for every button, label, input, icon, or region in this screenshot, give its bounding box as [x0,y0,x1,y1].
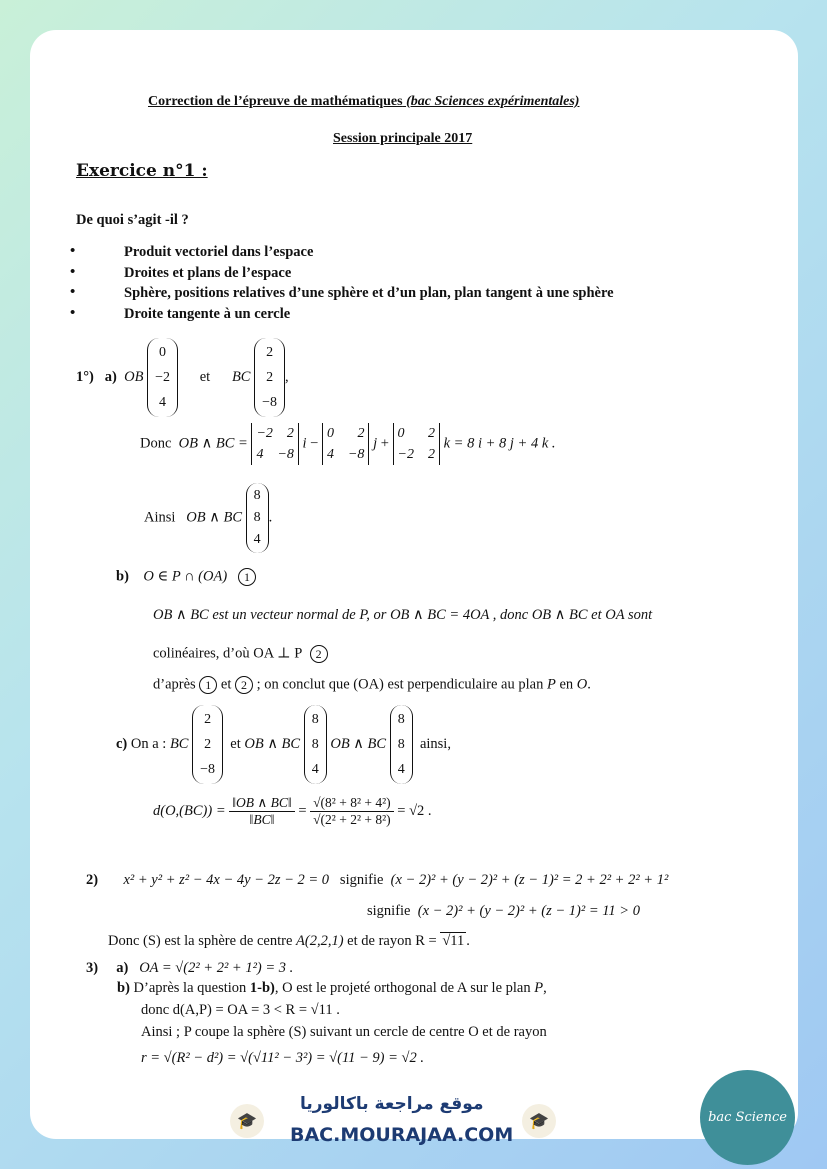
distance-formula: d(O,(BC)) = $\frac{‖OB \wedge BC‖}{‖BC‖}$ = $\frac{\text{√(8² + 8² + 4²)}}{\text{√(2² + 2² + 8²)}}$ = √2 . [153,795,432,827]
topic-list [70,244,614,327]
q1b-line2: colinéaires, d’où OA ⊥ P 2 [153,645,328,663]
determinant-1: −2 2 4 −8 [251,423,298,465]
determinant-2: 0 2 4 −8 [322,423,369,465]
list-item: • Droite tangente à un cercle [70,306,614,327]
determinant-3: 0 2 −2 2 [393,423,440,465]
list-item: • Sphère, positions relatives d’une sphère et d’un plan, plan tangent à une sphère [70,285,614,306]
list-item: • Produit vectoriel dans l’espace [70,244,614,265]
list-item: • Droites et plans de l’espace [70,265,614,286]
session-label: Session principale 2017 [333,131,473,146]
marker-2: 2 [235,676,253,694]
q3b-line4: r = √(R² − d²) = √(√11² − 3²) = √(11 − 9) = √2 . [141,1050,424,1066]
marker-1: 1 [238,568,256,586]
q1a-vectors: 1°) a) OB 0 −2 4 et BC 2 2 −8 , [76,338,289,417]
q3b-line2: donc d(A,P) = OA = 3 < R = √11 . [141,1002,340,1018]
q2-equation-2: signifie (x − 2)² + (y − 2)² + (z − 1)² = 11 > 0 [367,903,640,919]
vector-bc: 2 2 −8 [254,338,285,417]
q1b-line3: d’après 1 et 2 ; on conclut que (OA) est perpendiculaire au plan P en O. [153,676,591,693]
q1b-statement: b) O ∈ P ∩ (OA) 1 [116,568,256,586]
q1b-line1: OB ∧ BC est un vecteur normal de P, or OB ∧ BC = 4OA , donc OB ∧ BC et OA sont [153,607,653,623]
intro-question: De quoi s’agit -il ? [76,212,189,228]
vector-cross: 8 8 4 [304,705,327,784]
vector-bc: 2 2 −8 [192,705,223,784]
marker-1: 1 [199,676,217,694]
marker-2: 2 [310,645,328,663]
q2-conclusion: Donc (S) est la sphère de centre A(2,2,1) et de rayon R = √11 . [108,933,470,949]
exercise-heading: Exercice n°1 : [76,161,208,181]
q3b-line3: Ainsi ; P coupe la sphère (S) suivant un cercle de centre O et de rayon [141,1024,547,1040]
bac-science-stamp: bac Science [700,1070,795,1165]
cross-product-line: Donc OB ∧ BC = −2 2 4 −8 i − 0 2 4 −8 j + 0 2 −2 2 k = 8 i + 8 j + 4 k . [140,423,556,465]
vector-cross: 8 8 4 [246,483,269,553]
document-title: Correction de l’épreuve de mathématiques (bac Sciences expérimentales) [148,94,580,109]
q2-equation: 2) x² + y² + z² − 4x − 4y − 2z − 2 = 0 signifie (x − 2)² + (y − 2)² + (z − 1)² = 2 + 2² + 2² + 1² [86,872,669,888]
logo-badge-right: 🎓 [522,1104,556,1138]
q1c-vectors: c) On a : BC 2 2 −8 et OB ∧ BC 8 8 4 OB ∧ BC 8 8 4 ainsi, [116,705,451,784]
logo-badge-left: 🎓 [230,1104,264,1138]
fraction-values: $\frac{\text{√(8² + 8² + 4²)}}{\text{√(2² + 2² + 8²)}}$ [310,795,394,828]
vector-cross-2: 8 8 4 [390,705,413,784]
footer-arabic[interactable]: موقع مراجعة باكالوريا [300,1094,484,1114]
vector-ob: 0 −2 4 [147,338,178,417]
fraction-norms: $\frac{‖OB \wedge BC‖}{‖BC‖}$ [229,795,294,828]
q3b-line1: b) D’après la question 1-b), O est le projeté orthogonal de A sur le plan P, [117,980,547,996]
ainsi-line: Ainsi OB ∧ BC 8 8 4 . [144,483,272,553]
footer-site-link[interactable]: BAC.MOURAJAA.COM [290,1124,514,1146]
q3a-line: 3) a) OA = √(2² + 2² + 1²) = 3 . [86,960,294,976]
